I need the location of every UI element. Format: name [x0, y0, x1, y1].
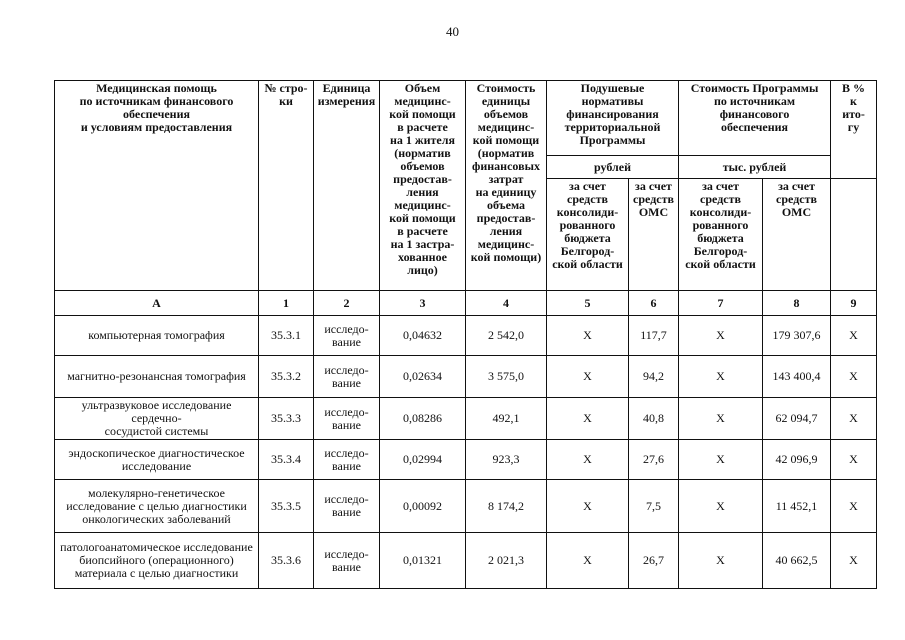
header-cost-budget: за счет средств консолиди- рованного бюджета Белгород- ской области	[679, 179, 763, 291]
cell-name: эндоскопическое диагностическое исследование	[55, 440, 259, 480]
cell-volume-norm: 0,02634	[380, 356, 466, 398]
table-row	[55, 316, 877, 356]
cell-percent: Х	[831, 533, 877, 589]
cell-line-number: 35.3.5	[259, 480, 314, 533]
cell-pc-budget: Х	[547, 398, 629, 440]
cell-name: ультразвуковое исследование сердечно- сосудистой системы	[55, 398, 259, 440]
cell-unit-cost: 2 542,0	[466, 316, 547, 356]
cell-volume-norm: 0,02994	[380, 440, 466, 480]
column-code: 5	[547, 291, 629, 316]
cell-pc-oms: 94,2	[629, 356, 679, 398]
cell-unit-cost: 492,1	[466, 398, 547, 440]
medical-care-table	[54, 80, 877, 589]
column-code: 4	[466, 291, 547, 316]
cell-cost-budget: Х	[679, 316, 763, 356]
cell-percent: Х	[831, 398, 877, 440]
cell-pc-budget: Х	[547, 533, 629, 589]
cell-name: молекулярно-генетическое исследование с целью диагностики онкологических заболеваний	[55, 480, 259, 533]
cell-pc-budget: Х	[547, 356, 629, 398]
column-code: 6	[629, 291, 679, 316]
header-care-type: Медицинская помощь по источникам финансового обеспечения и условиям предоставления	[55, 81, 259, 291]
cell-unit: исследо- вание	[314, 398, 380, 440]
header-unit-rubles: рублей	[547, 156, 679, 179]
table-row	[55, 480, 877, 533]
table-row	[55, 356, 877, 398]
cell-name: компьютерная томография	[55, 316, 259, 356]
cell-cost-oms: 179 307,6	[763, 316, 831, 356]
cell-cost-oms: 143 400,4	[763, 356, 831, 398]
cell-pc-oms: 117,7	[629, 316, 679, 356]
cell-volume-norm: 0,08286	[380, 398, 466, 440]
table-row	[55, 398, 877, 440]
cell-unit: исследо- вание	[314, 440, 380, 480]
cell-cost-oms: 42 096,9	[763, 440, 831, 480]
cell-volume-norm: 0,04632	[380, 316, 466, 356]
column-codes-row	[55, 291, 877, 316]
cell-cost-budget: Х	[679, 533, 763, 589]
header-unit-cost: Стоимость единицы объемов медицинс- кой помощи (норматив финансовых затрат на единицу объема предостав- ления медицинс- кой помощи)	[466, 81, 547, 291]
cell-volume-norm: 0,01321	[380, 533, 466, 589]
cell-line-number: 35.3.6	[259, 533, 314, 589]
cell-pc-oms: 26,7	[629, 533, 679, 589]
cell-name: патологоанатомическое исследование биопсийного (операционного) материала с целью диагностики	[55, 533, 259, 589]
cell-percent: Х	[831, 316, 877, 356]
cell-line-number: 35.3.3	[259, 398, 314, 440]
cell-volume-norm: 0,00092	[380, 480, 466, 533]
header-unit: Единица измерения	[314, 81, 380, 291]
cell-unit-cost: 2 021,3	[466, 533, 547, 589]
header-volume-norm: Объем медицинс- кой помощи в расчете на 1 жителя (норматив объемов предостав- ления медицинс- кой помощи в расчете на 1 застра- хованное лицо)	[380, 81, 466, 291]
cell-unit: исследо- вание	[314, 316, 380, 356]
cell-percent: Х	[831, 440, 877, 480]
header-blank-cell	[831, 179, 877, 291]
cell-unit-cost: 8 174,2	[466, 480, 547, 533]
column-code: 2	[314, 291, 380, 316]
cell-cost-budget: Х	[679, 440, 763, 480]
cell-unit-cost: 3 575,0	[466, 356, 547, 398]
cell-cost-oms: 11 452,1	[763, 480, 831, 533]
table-row	[55, 440, 877, 480]
header-line-number: № стро- ки	[259, 81, 314, 291]
cell-pc-oms: 40,8	[629, 398, 679, 440]
header-program-cost: Стоимость Программы по источникам финансового обеспечения	[679, 81, 831, 156]
cell-pc-budget: Х	[547, 480, 629, 533]
column-code: 3	[380, 291, 466, 316]
header-per-capita-norms: Подушевые нормативы финансирования территориальной Программы	[547, 81, 679, 156]
cell-cost-oms: 40 662,5	[763, 533, 831, 589]
cell-line-number: 35.3.2	[259, 356, 314, 398]
header-unit-thousand-rubles: тыс. рублей	[679, 156, 831, 179]
header-pc-budget: за счет средств консолиди- рованного бюджета Белгород- ской области	[547, 179, 629, 291]
cell-percent: Х	[831, 356, 877, 398]
header-percent-of-total: В % к ито- гу	[831, 81, 877, 179]
column-code: 1	[259, 291, 314, 316]
cell-cost-budget: Х	[679, 480, 763, 533]
column-code: 8	[763, 291, 831, 316]
cell-pc-oms: 7,5	[629, 480, 679, 533]
column-code: А	[55, 291, 259, 316]
cell-pc-budget: Х	[547, 440, 629, 480]
column-code: 7	[679, 291, 763, 316]
cell-unit: исследо- вание	[314, 533, 380, 589]
cell-unit: исследо- вание	[314, 480, 380, 533]
cell-cost-oms: 62 094,7	[763, 398, 831, 440]
cell-line-number: 35.3.1	[259, 316, 314, 356]
cell-pc-budget: Х	[547, 316, 629, 356]
table-body	[55, 316, 877, 589]
page-number: 40	[446, 24, 459, 39]
cell-cost-budget: Х	[679, 398, 763, 440]
cell-name: магнитно-резонансная томография	[55, 356, 259, 398]
cell-percent: Х	[831, 480, 877, 533]
column-code: 9	[831, 291, 877, 316]
cell-cost-budget: Х	[679, 356, 763, 398]
table-row	[55, 533, 877, 589]
cell-line-number: 35.3.4	[259, 440, 314, 480]
cell-unit-cost: 923,3	[466, 440, 547, 480]
header-pc-oms: за счет средств ОМС	[629, 179, 679, 291]
cell-pc-oms: 27,6	[629, 440, 679, 480]
cell-unit: исследо- вание	[314, 356, 380, 398]
header-cost-oms: за счет средств ОМС	[763, 179, 831, 291]
